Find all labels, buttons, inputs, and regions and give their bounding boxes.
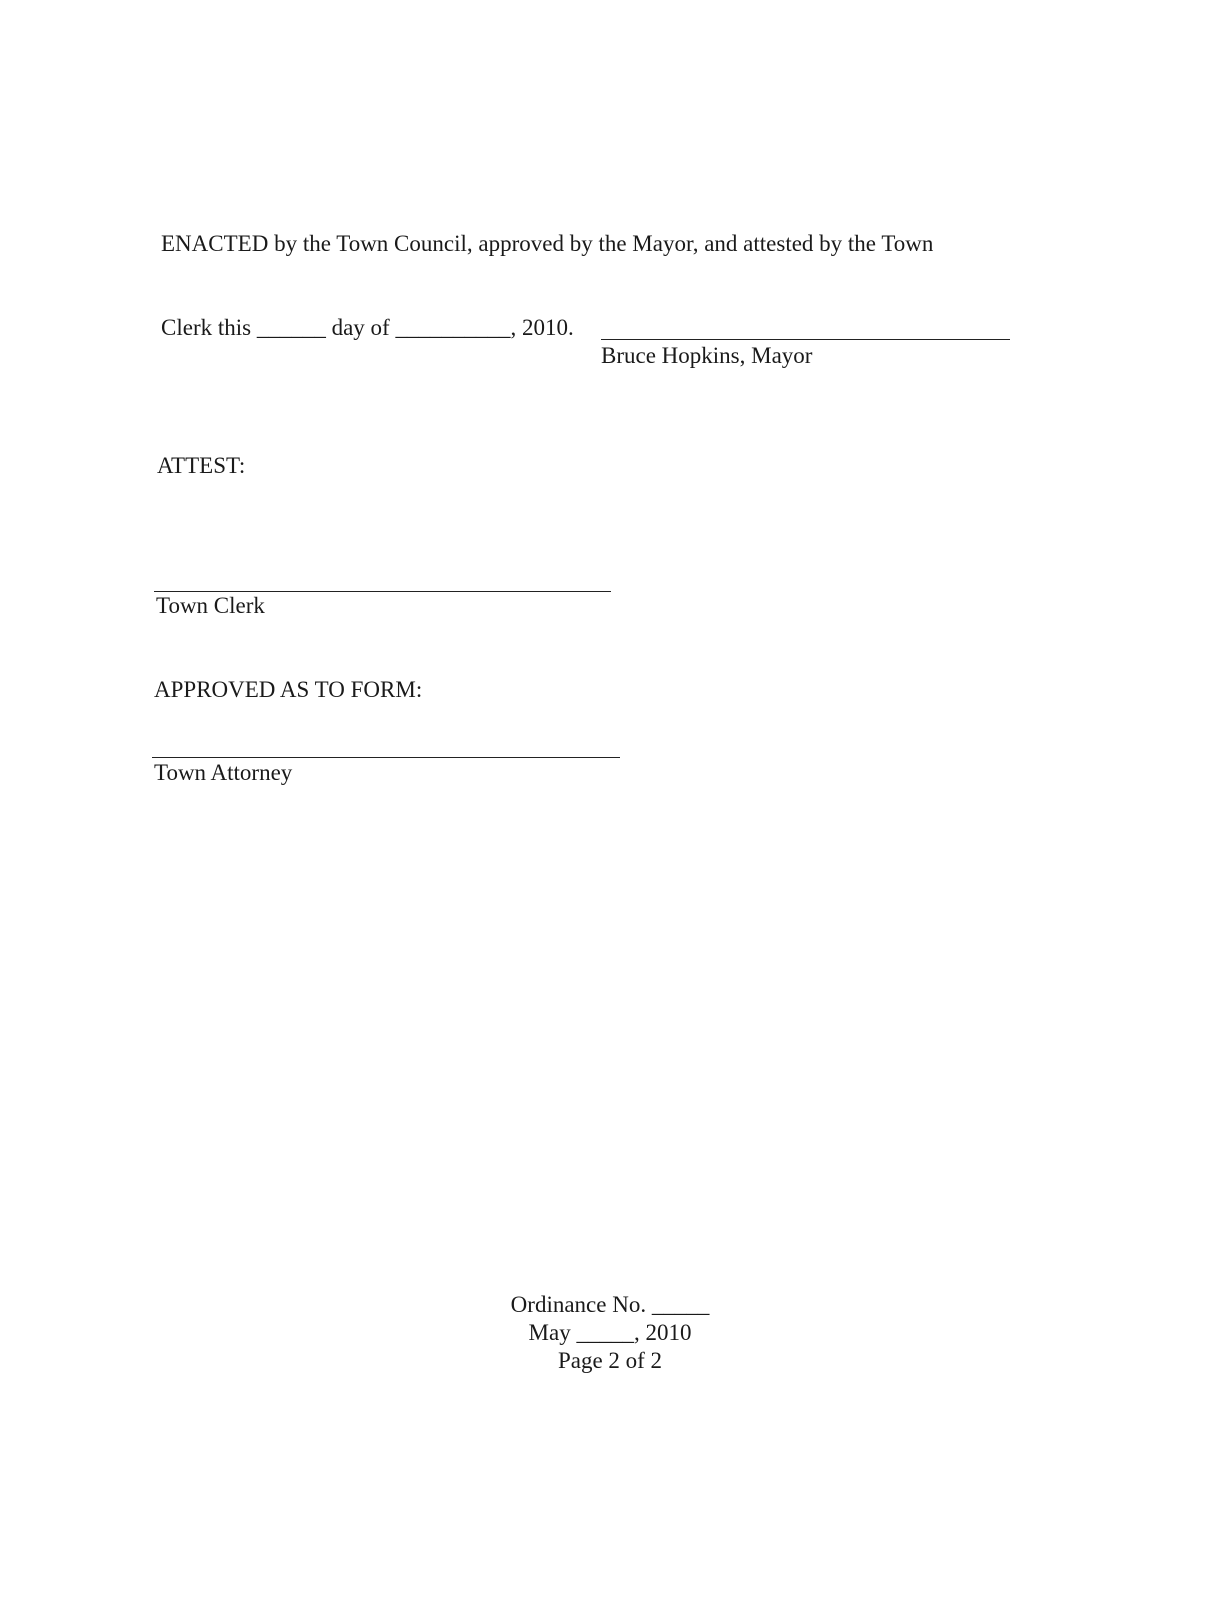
enactment-clause	[161, 174, 933, 398]
mayor-signature-label: Bruce Hopkins, Mayor	[601, 343, 813, 368]
attest-heading: ATTEST:	[157, 453, 246, 478]
clerk-signature-label: Town Clerk	[156, 593, 265, 618]
ordinance-date: May _____, 2010	[528, 1320, 692, 1345]
page-footer	[440, 1291, 780, 1375]
enactment-line-1: ENACTED by the Town Council, approved by the Mayor, and attested by the Town	[161, 231, 934, 256]
attorney-signature-label: Town Attorney	[154, 760, 293, 785]
attorney-signature-line	[152, 757, 620, 758]
page-number: Page 2 of 2	[557, 1348, 663, 1373]
approved-as-to-form-heading: APPROVED AS TO FORM:	[154, 677, 423, 702]
enactment-line-2: Clerk this ______ day of __________, 2010.	[161, 315, 574, 340]
ordinance-number: Ordinance No. _____	[510, 1292, 710, 1317]
mayor-signature-line	[601, 339, 1010, 340]
